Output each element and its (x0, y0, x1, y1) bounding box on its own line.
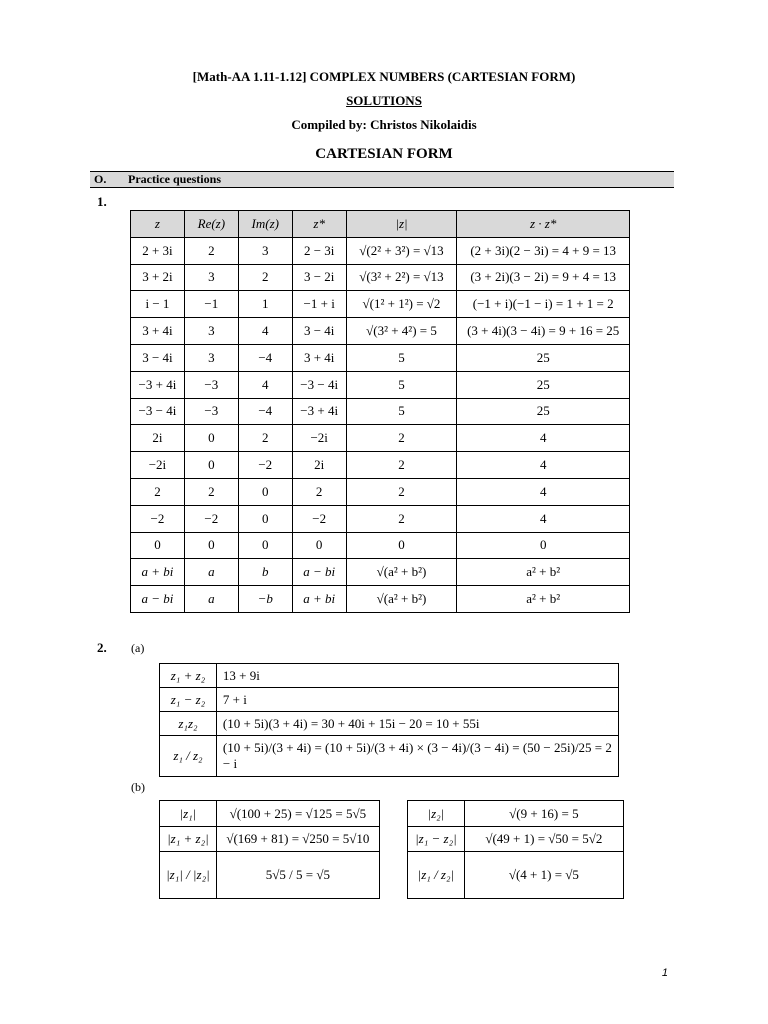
cell-modulus: 5 (346, 371, 457, 398)
cell-z: 0 (131, 532, 185, 559)
row-value: √(169 + 81) = √250 = 5√10 (216, 827, 379, 852)
practice-questions-bar (90, 171, 674, 188)
cell-im: 4 (238, 371, 292, 398)
section-name: Practice questions (128, 172, 221, 186)
cell-z: 2 + 3i (131, 237, 185, 264)
table-row (131, 586, 630, 613)
cell-im: 1 (238, 291, 292, 318)
table-row (131, 291, 630, 318)
col-header-conjugate: z* (292, 211, 346, 238)
row-label: |z₁ / z₂| (408, 852, 465, 899)
cell-conjugate: 2i (292, 452, 346, 479)
cell-product: 0 (457, 532, 630, 559)
section-title: CARTESIAN FORM (315, 146, 453, 162)
cell-modulus: √(a² + b²) (346, 559, 457, 586)
question-2-number: 2. (97, 640, 107, 655)
cell-conjugate: −3 − 4i (292, 371, 346, 398)
cell-product: 4 (457, 425, 630, 452)
cell-modulus: 2 (346, 452, 457, 479)
cell-z: −3 + 4i (131, 371, 185, 398)
cell-z: 3 + 2i (131, 264, 185, 291)
row-label: z₁ − z₂ (160, 688, 217, 712)
cell-z: −3 − 4i (131, 398, 185, 425)
cell-re: a (184, 559, 238, 586)
col-header-z: z (131, 211, 185, 238)
cell-product: a² + b² (457, 586, 630, 613)
cell-im: 0 (238, 478, 292, 505)
table-row (131, 505, 630, 532)
table-row (408, 852, 624, 899)
cell-re: 3 (184, 264, 238, 291)
cell-product: a² + b² (457, 559, 630, 586)
cell-re: 2 (184, 478, 238, 505)
cell-product: (−1 + i)(−1 − i) = 1 + 1 = 2 (457, 291, 630, 318)
part-b-label: (b) (131, 780, 145, 794)
table-row (131, 425, 630, 452)
row-value: √(4 + 1) = √5 (464, 852, 623, 899)
cell-re: 3 (184, 318, 238, 345)
cell-product: (3 + 2i)(3 − 2i) = 9 + 4 = 13 (457, 264, 630, 291)
cell-im: 4 (238, 318, 292, 345)
row-value: 5√5 / 5 = √5 (216, 852, 379, 899)
row-label: z₁z₂ (160, 712, 217, 736)
table-row (131, 371, 630, 398)
cell-im: b (238, 559, 292, 586)
cell-product: 4 (457, 452, 630, 479)
page-number: 1 (661, 967, 668, 979)
doc-subtitle: SOLUTIONS (346, 93, 422, 108)
cell-im: −2 (238, 452, 292, 479)
table-row (131, 344, 630, 371)
table-header-row (131, 211, 630, 238)
cell-z: −2 (131, 505, 185, 532)
question-1-number: 1. (97, 194, 107, 209)
cell-product: 25 (457, 344, 630, 371)
row-label: |z₂| (408, 801, 465, 827)
table-row (160, 852, 380, 899)
cell-re: 3 (184, 344, 238, 371)
col-header-product: z · z* (457, 211, 630, 238)
table-row (131, 237, 630, 264)
cartesian-form-table (130, 210, 630, 613)
cell-z: a − bi (131, 586, 185, 613)
cell-modulus: √(3² + 2²) = √13 (346, 264, 457, 291)
cell-modulus: √(1² + 1²) = √2 (346, 291, 457, 318)
cell-conjugate: −3 + 4i (292, 398, 346, 425)
table-row (408, 801, 624, 827)
cell-re: −1 (184, 291, 238, 318)
row-label: |z₁ − z₂| (408, 827, 465, 852)
row-value: (10 + 5i)/(3 + 4i) = (10 + 5i)/(3 + 4i) × (3 − 4i)/(3 − 4i) = (50 − 25i)/25 = 2 − i (216, 736, 618, 777)
modulus-table-right (407, 800, 624, 899)
cell-modulus: 5 (346, 398, 457, 425)
table-row (131, 398, 630, 425)
cell-im: 2 (238, 264, 292, 291)
cell-modulus: √(2² + 3²) = √13 (346, 237, 457, 264)
table-row (160, 664, 619, 688)
cell-product: 4 (457, 505, 630, 532)
cell-modulus: 2 (346, 505, 457, 532)
section-code: O. (94, 172, 107, 186)
cell-modulus: 0 (346, 532, 457, 559)
row-label: z₁ / z₂ (160, 736, 217, 777)
cell-re: 0 (184, 452, 238, 479)
col-header-re: Re(z) (184, 211, 238, 238)
cell-conjugate: 2 − 3i (292, 237, 346, 264)
cell-product: (2 + 3i)(2 − 3i) = 4 + 9 = 13 (457, 237, 630, 264)
cell-conjugate: −2i (292, 425, 346, 452)
cell-product: 25 (457, 371, 630, 398)
cell-z: 2i (131, 425, 185, 452)
cell-product: (3 + 4i)(3 − 4i) = 9 + 16 = 25 (457, 318, 630, 345)
table-row (131, 452, 630, 479)
row-label: z₁ + z₂ (160, 664, 217, 688)
cell-conjugate: 3 − 4i (292, 318, 346, 345)
table-row (408, 827, 624, 852)
cell-conjugate: a − bi (292, 559, 346, 586)
cell-product: 4 (457, 478, 630, 505)
table-row (160, 736, 619, 777)
col-header-modulus: |z| (346, 211, 457, 238)
cell-im: 0 (238, 532, 292, 559)
cell-conjugate: 3 + 4i (292, 344, 346, 371)
row-label: |z₁ + z₂| (160, 827, 217, 852)
cell-z: −2i (131, 452, 185, 479)
cell-conjugate: a + bi (292, 586, 346, 613)
row-value: (10 + 5i)(3 + 4i) = 30 + 40i + 15i − 20 = 10 + 55i (216, 712, 618, 736)
row-value: √(49 + 1) = √50 = 5√2 (464, 827, 623, 852)
cell-product: 25 (457, 398, 630, 425)
cell-conjugate: 0 (292, 532, 346, 559)
cell-modulus: 5 (346, 344, 457, 371)
cell-conjugate: 3 − 2i (292, 264, 346, 291)
row-label: |z₁| / |z₂| (160, 852, 217, 899)
table-row (131, 532, 630, 559)
cell-z: 3 − 4i (131, 344, 185, 371)
cell-conjugate: −2 (292, 505, 346, 532)
table-row (131, 264, 630, 291)
table-row (160, 688, 619, 712)
cell-im: −4 (238, 398, 292, 425)
table-row (160, 827, 380, 852)
row-value: √(9 + 16) = 5 (464, 801, 623, 827)
row-value: 13 + 9i (216, 664, 618, 688)
cell-re: 2 (184, 237, 238, 264)
cell-z: 3 + 4i (131, 318, 185, 345)
cell-im: 3 (238, 237, 292, 264)
cell-conjugate: 2 (292, 478, 346, 505)
cell-modulus: √(3² + 4²) = 5 (346, 318, 457, 345)
cell-modulus: √(a² + b²) (346, 586, 457, 613)
cell-im: −4 (238, 344, 292, 371)
table-row (160, 801, 380, 827)
col-header-im: Im(z) (238, 211, 292, 238)
cell-z: a + bi (131, 559, 185, 586)
cell-modulus: 2 (346, 425, 457, 452)
cell-z: i − 1 (131, 291, 185, 318)
cell-re: 0 (184, 532, 238, 559)
row-label: |z₁| (160, 801, 217, 827)
cell-re: a (184, 586, 238, 613)
cell-re: −3 (184, 398, 238, 425)
cell-im: 0 (238, 505, 292, 532)
cell-re: −2 (184, 505, 238, 532)
part-a-label: (a) (131, 641, 145, 655)
row-value: √(100 + 25) = √125 = 5√5 (216, 801, 379, 827)
row-value: 7 + i (216, 688, 618, 712)
doc-title: [Math-AA 1.11-1.12] COMPLEX NUMBERS (CARTESIAN FORM) (192, 69, 576, 84)
cell-modulus: 2 (346, 478, 457, 505)
cell-conjugate: −1 + i (292, 291, 346, 318)
table-row (160, 712, 619, 736)
cell-z: 2 (131, 478, 185, 505)
cell-re: −3 (184, 371, 238, 398)
table-row (131, 318, 630, 345)
compiled-by: Compiled by: Christos Nikolaidis (291, 117, 477, 132)
cell-im: −b (238, 586, 292, 613)
table-row (131, 559, 630, 586)
operations-table (159, 663, 619, 777)
table-row (131, 478, 630, 505)
cell-re: 0 (184, 425, 238, 452)
cell-im: 2 (238, 425, 292, 452)
modulus-table-left (159, 800, 380, 899)
